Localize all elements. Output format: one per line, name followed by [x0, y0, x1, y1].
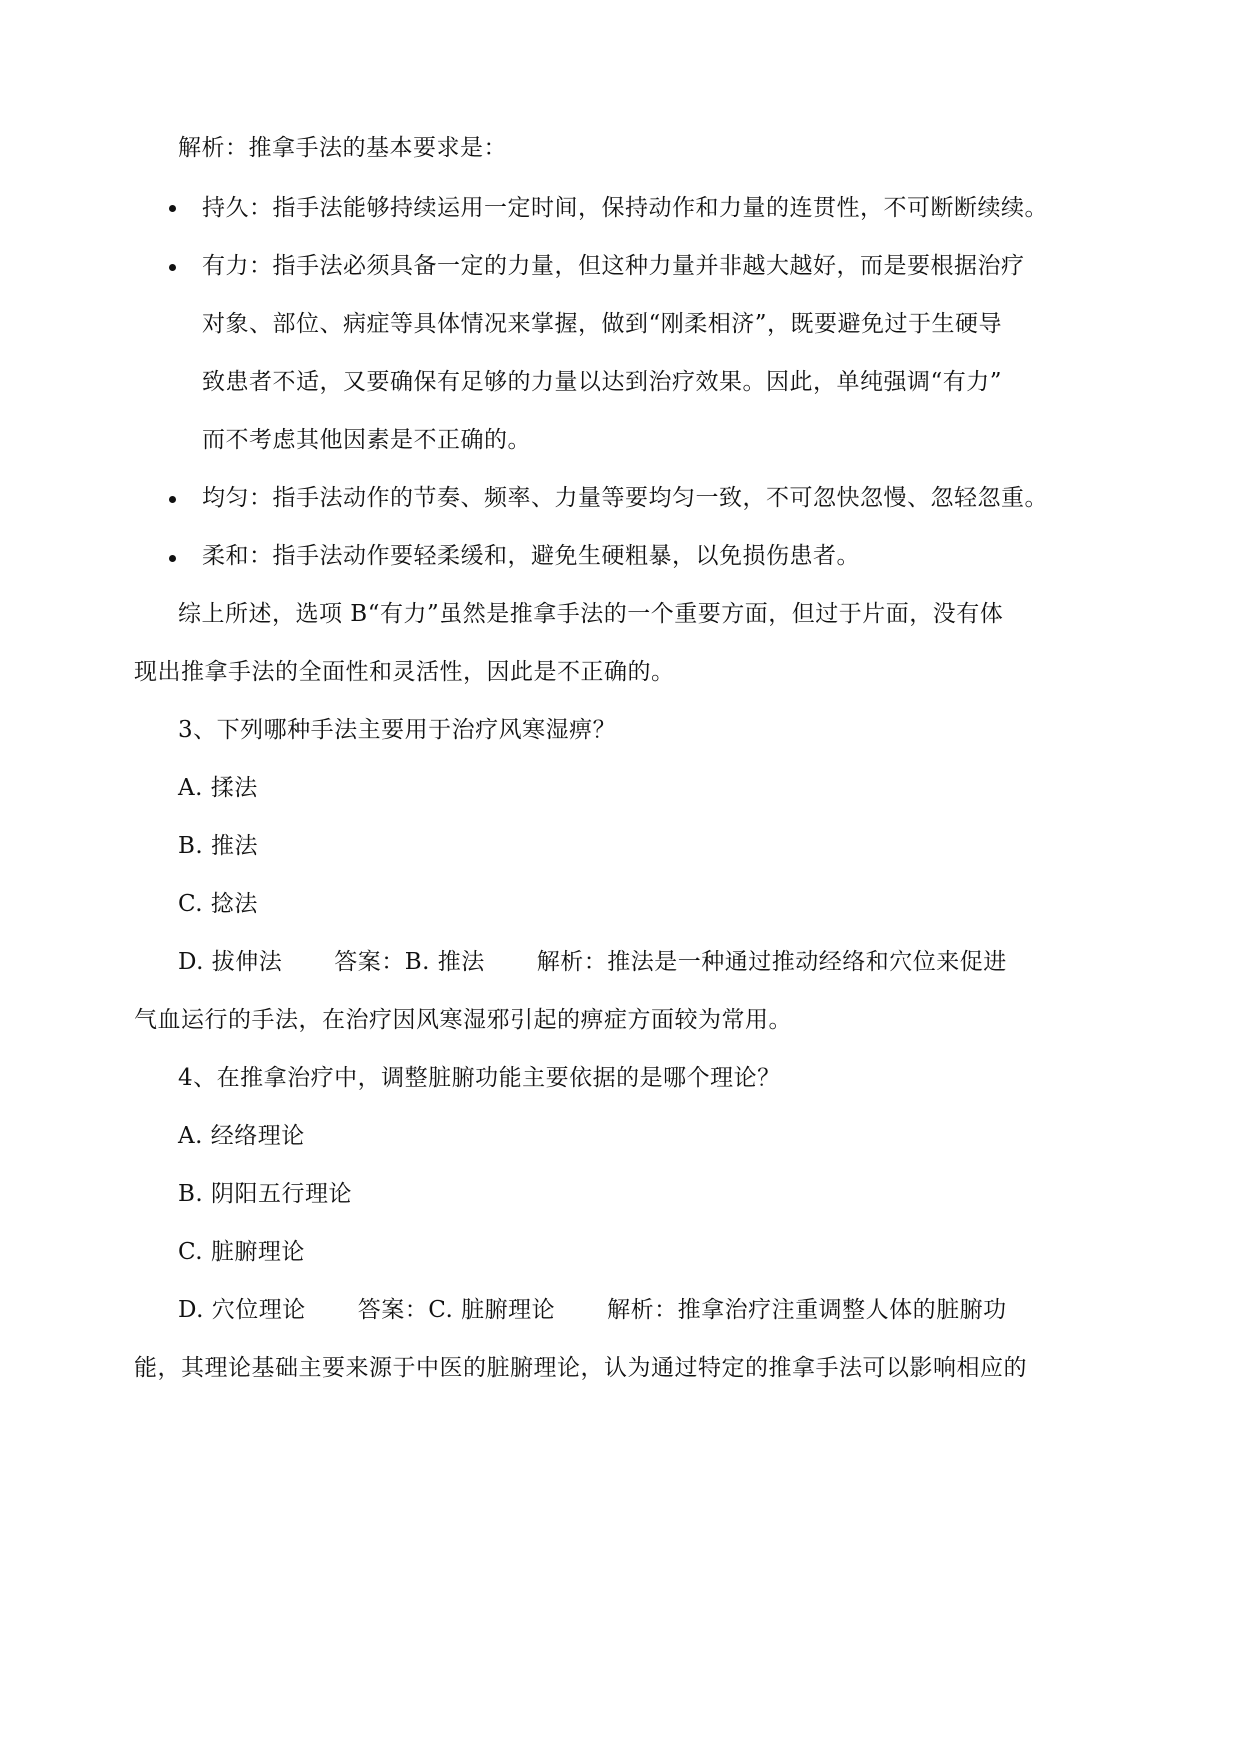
bullet-dot: [169, 205, 176, 212]
q4-option-b: B. 阴阳五行理论: [178, 1181, 353, 1207]
q3-analysis-rest: 气血运行的手法，在治疗因风寒湿邪引起的痹症方面较为常用。: [134, 1007, 792, 1033]
summary-line-1: 综上所述，选项 B“有力”虽然是推拿手法的一个重要方面，但过于片面，没有体: [178, 601, 1004, 627]
q3-option-d-answer-line: [178, 947, 1007, 977]
q3-question: 3、下列哪种手法主要用于治疗风寒湿痹？: [178, 717, 617, 743]
bullet-dot: [169, 496, 176, 503]
summary-line-2: 现出推拿手法的全面性和灵活性，因此是不正确的。: [134, 659, 675, 685]
q4-analysis-first: 解析：推拿治疗注重调整人体的脏腑功: [607, 1297, 1007, 1323]
q4-option-c: C. 脏腑理论: [178, 1239, 305, 1265]
q4-option-d: D. 穴位理论: [178, 1297, 306, 1323]
q4-option-a: A. 经络理论: [178, 1123, 305, 1149]
q3-option-d: D. 拔伸法: [178, 949, 283, 975]
q3-option-a: A. 揉法: [178, 775, 258, 801]
bullet-dot: [169, 555, 176, 562]
bullet-forceful-line-4: 而不考虑其他因素是不正确的。: [202, 427, 531, 453]
q4-question: 4、在推拿治疗中，调整脏腑功能主要依据的是哪个理论？: [178, 1065, 781, 1091]
bullet-persistent-line-1: 持久：指手法能够持续运用一定时间，保持动作和力量的连贯性，不可断断续续。: [202, 195, 1048, 221]
analysis-intro: 解析：推拿手法的基本要求是：: [178, 135, 507, 161]
q3-answer: 答案：B. 推法: [334, 949, 485, 975]
q4-option-d-answer-line: [178, 1295, 1007, 1325]
q3-option-b: B. 推法: [178, 833, 259, 859]
bullet-forceful-line-1: 有力：指手法必须具备一定的力量，但这种力量并非越大越好，而是要根据治疗: [202, 253, 1025, 279]
bullet-dot: [169, 264, 176, 271]
bullet-forceful-line-2: 对象、部位、病症等具体情况来掌握，做到“刚柔相济”，既要避免过于生硬导: [202, 311, 1003, 337]
q4-answer: 答案：C. 脏腑理论: [357, 1297, 556, 1323]
q3-analysis-first: 解析：推法是一种通过推动经络和穴位来促进: [536, 949, 1007, 975]
q3-option-c: C. 捻法: [178, 891, 258, 917]
bullet-gentle-line-1: 柔和：指手法动作要轻柔缓和，避免生硬粗暴，以免损伤患者。: [202, 543, 860, 569]
q4-analysis-rest: 能，其理论基础主要来源于中医的脏腑理论，认为通过特定的推拿手法可以影响相应的: [134, 1355, 1027, 1381]
bullet-forceful-line-3: 致患者不适，又要确保有足够的力量以达到治疗效果。因此，单纯强调“有力”: [202, 369, 1003, 395]
bullet-even-line-1: 均匀：指手法动作的节奏、频率、力量等要均匀一致，不可忽快忽慢、忽轻忽重。: [202, 485, 1048, 511]
